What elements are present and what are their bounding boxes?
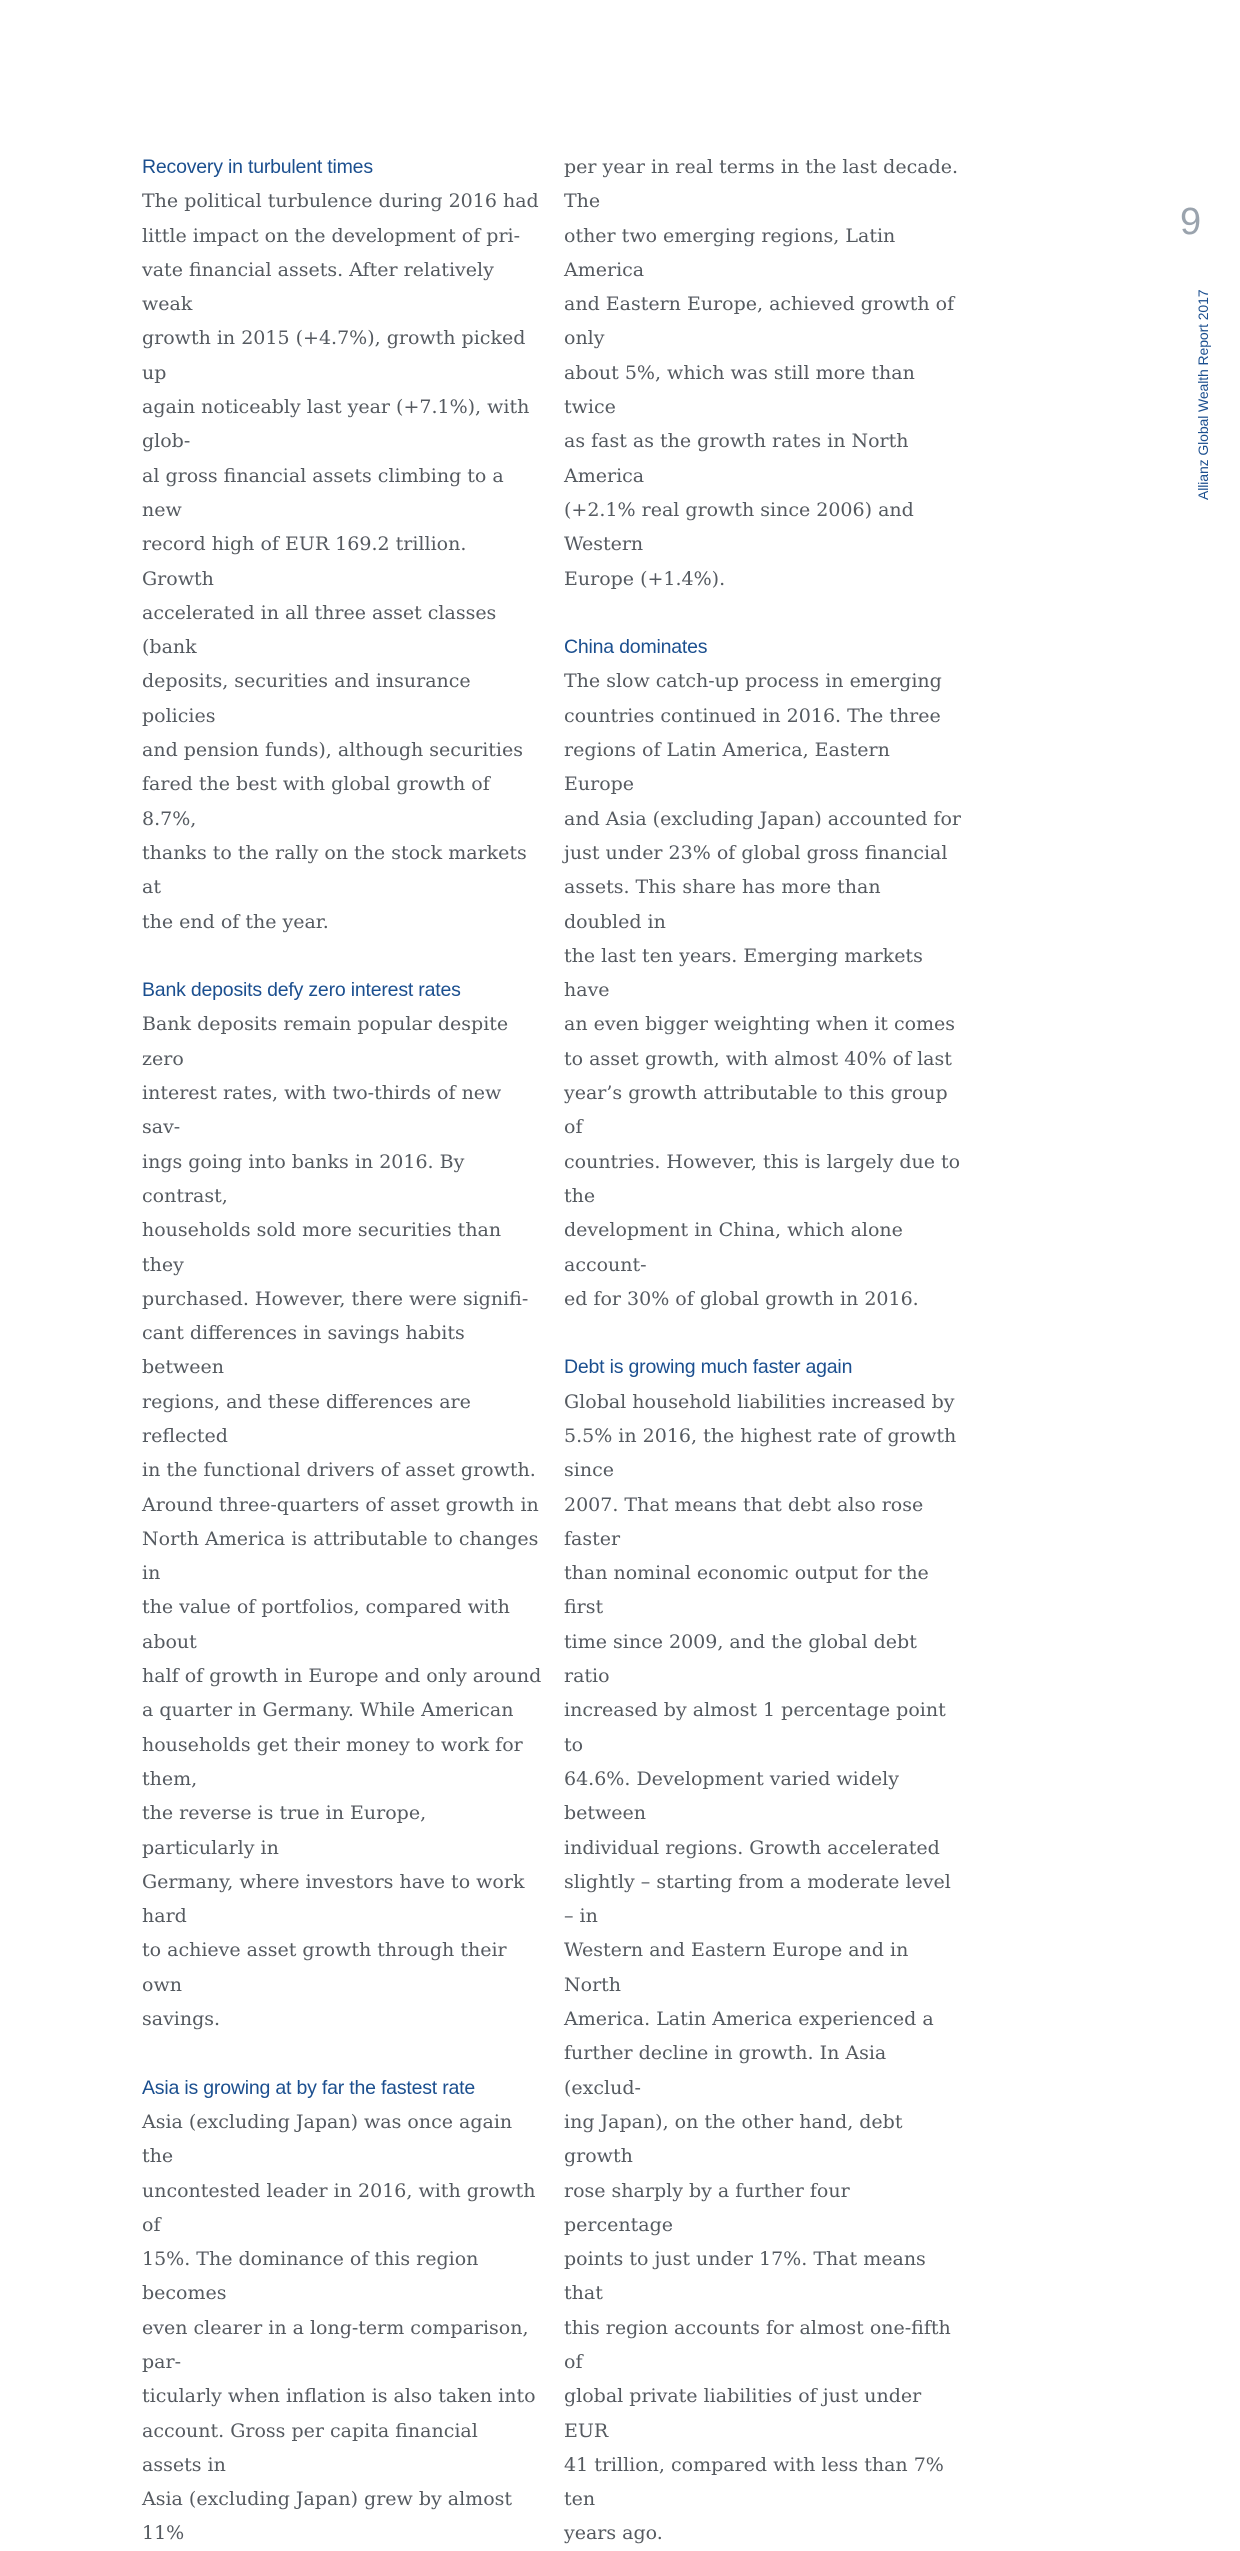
body-text-line: vate financial assets. After relatively weak <box>142 258 494 316</box>
body-text-line: global private liabilities of just under EUR <box>564 2385 922 2442</box>
body-text-line: to asset growth, with almost 40% of last <box>564 1047 952 1070</box>
body-text-line: Asia (excluding Japan) grew by almost 11% <box>142 2488 513 2545</box>
section-heading: Bank deposits defy zero interest rates <box>142 979 461 1002</box>
body-text-line: Asia (excluding Japan) was once again the <box>142 2110 513 2168</box>
body-text-line: half of growth in Europe and only around <box>142 1665 542 1688</box>
body-text-line: 41 trillion, compared with less than 7% ten <box>564 2453 944 2511</box>
body-text-line: 5.5% in 2016, the highest rate of growth since <box>564 1424 957 1482</box>
section-gap <box>142 939 542 973</box>
body-text-line: fared the best with global growth of 8.7%, <box>142 773 490 830</box>
body-text-line: slightly – starting from a moderate level – in <box>564 1870 951 1928</box>
body-text-line: growth in 2015 (+4.7%), growth picked up <box>142 327 526 384</box>
body-text-line: countries continued in 2016. The three <box>564 704 941 727</box>
body-text-line: in the functional drivers of asset growth. <box>142 1459 536 1482</box>
body-text-line: (+2.1% real growth since 2006) and Western <box>564 498 914 556</box>
body-text-line: The political turbulence during 2016 had <box>142 190 539 213</box>
body-text-line: interest rates, with two-thirds of new sav- <box>142 1082 502 1139</box>
body-text-line: assets. This share has more than doubled in <box>564 876 881 933</box>
body-text-line: 64.6%. Development varied widely between <box>564 1767 899 1825</box>
body-text-line: and Asia (excluding Japan) accounted for <box>564 807 961 830</box>
body-text-line: years ago. <box>564 2522 663 2545</box>
body-text-line: a quarter in Germany. While American <box>142 1699 514 1722</box>
body-text-line: and Eastern Europe, achieved growth of only <box>564 293 955 350</box>
page-number: 9 <box>1180 201 1202 243</box>
body-text-line: thanks to the rally on the stock markets at <box>142 841 527 899</box>
body-text-line: households sold more securities than they <box>142 1219 502 1276</box>
body-text-line: little impact on the development of pri- <box>142 224 521 247</box>
running-title: Allianz Global Wealth Report 2017 <box>1195 289 1211 500</box>
body-text-line: record high of EUR 169.2 trillion. Growth <box>142 533 467 590</box>
body-text-line: 15%. The dominance of this region becomes <box>142 2248 479 2305</box>
body-text-line: cant differences in savings habits between <box>142 1322 465 1379</box>
body-text-line: just under 23% of global gross financial <box>564 841 948 864</box>
body-text-line: savings. <box>142 2008 221 2031</box>
body-text-line: the value of portfolios, compared with about <box>142 1596 510 1653</box>
body-text-line: the reverse is true in Europe, particularly in <box>142 1802 427 1859</box>
body-text-line: 2007. That means that debt also rose faster <box>564 1493 924 1550</box>
body-text-line: Global household liabilities increased by <box>564 1390 955 1413</box>
body-text-line: deposits, securities and insurance policies <box>142 670 471 727</box>
body-text-line: ed for 30% of global growth in 2016. <box>564 1287 919 1310</box>
body-text-line: ings going into banks in 2016. By contrast, <box>142 1150 465 1207</box>
body-text-line: The slow catch-up process in emerging <box>564 670 942 693</box>
body-text-line: year’s growth attributable to this group of <box>564 1082 948 1139</box>
body-text-line: rose sharply by a further four percentage <box>564 2179 850 2236</box>
body-text-line: ing Japan), on the other hand, debt growth <box>564 2110 903 2168</box>
body-text-line: uncontested leader in 2016, with growth of <box>142 2179 536 2236</box>
body-text-line: this region accounts for almost one-fifth of <box>564 2316 951 2373</box>
body-text-line: points to just under 17%. That means that <box>564 2248 926 2305</box>
body-text-line: per year in real terms in the last decade. The <box>564 156 959 213</box>
body-text-line: North America is attributable to changes in <box>142 1527 539 1585</box>
body-text-line: again noticeably last year (+7.1%), with glob- <box>142 396 530 453</box>
section-gap <box>142 2036 542 2070</box>
body-text-line: America. Latin America experienced a <box>564 2008 934 2031</box>
body-text-line: development in China, which alone account- <box>564 1219 903 1276</box>
body-text-line: purchased. However, there were signifi- <box>142 1287 529 1310</box>
section-gap <box>564 596 964 630</box>
section-heading: Recovery in turbulent times <box>142 156 373 178</box>
body-text-line: Bank deposits remain popular despite zero <box>142 1013 509 1070</box>
body-text-line: accelerated in all three asset classes (bank <box>142 601 497 659</box>
body-text-line: other two emerging regions, Latin America <box>564 224 896 281</box>
body-text-line: the end of the year. <box>142 910 329 933</box>
body-text-line: Around three-quarters of asset growth in <box>142 1493 539 1516</box>
body-text-line: households get their money to work for them, <box>142 1733 523 1790</box>
body-text-line: individual regions. Growth accelerated <box>564 1836 940 1859</box>
body-text-line: Europe (+1.4%). <box>564 567 726 590</box>
body-text-line: regions of Latin America, Eastern Europe <box>564 739 890 796</box>
section-heading: Asia is growing at by far the fastest rate <box>142 2076 476 2099</box>
body-text-line: to achieve asset growth through their own <box>142 1939 507 1996</box>
body-text-line: Germany, where investors have to work hard <box>142 1870 525 1928</box>
body-text-line: further decline in growth. In Asia (exclud- <box>564 2042 887 2099</box>
body-text-line: the last ten years. Emerging markets have <box>564 944 923 1002</box>
body-text-line: even clearer in a long-term comparison, par- <box>142 2316 529 2373</box>
body-text-line: about 5%, which was still more than twice <box>564 361 915 419</box>
body-text-line: and pension funds), although securities <box>142 739 523 762</box>
section-heading: Debt is growing much faster again <box>564 1356 853 1379</box>
body-text-line: increased by almost 1 percentage point to <box>564 1699 946 1756</box>
left-column <box>142 150 542 2551</box>
body-text-line: than nominal economic output for the first <box>564 1562 929 1619</box>
body-text-line: al gross financial assets climbing to a new <box>142 464 504 521</box>
right-column <box>564 150 964 2551</box>
body-text-line: an even bigger weighting when it comes <box>564 1013 956 1036</box>
body-text-line: ticularly when inflation is also taken into <box>142 2385 536 2408</box>
body-text-line: Western and Eastern Europe and in North <box>564 1939 909 1996</box>
section-heading: China dominates <box>564 636 708 659</box>
body-text-line: countries. However, this is largely due to the <box>564 1150 961 1207</box>
body-text-line: regions, and these differences are reflected <box>142 1390 471 1447</box>
section-gap <box>564 1316 964 1350</box>
body-text-line: time since 2009, and the global debt ratio <box>564 1630 917 1688</box>
body-text-line: account. Gross per capita financial assets in <box>142 2419 478 2476</box>
body-text-line: as fast as the growth rates in North America <box>564 430 909 487</box>
